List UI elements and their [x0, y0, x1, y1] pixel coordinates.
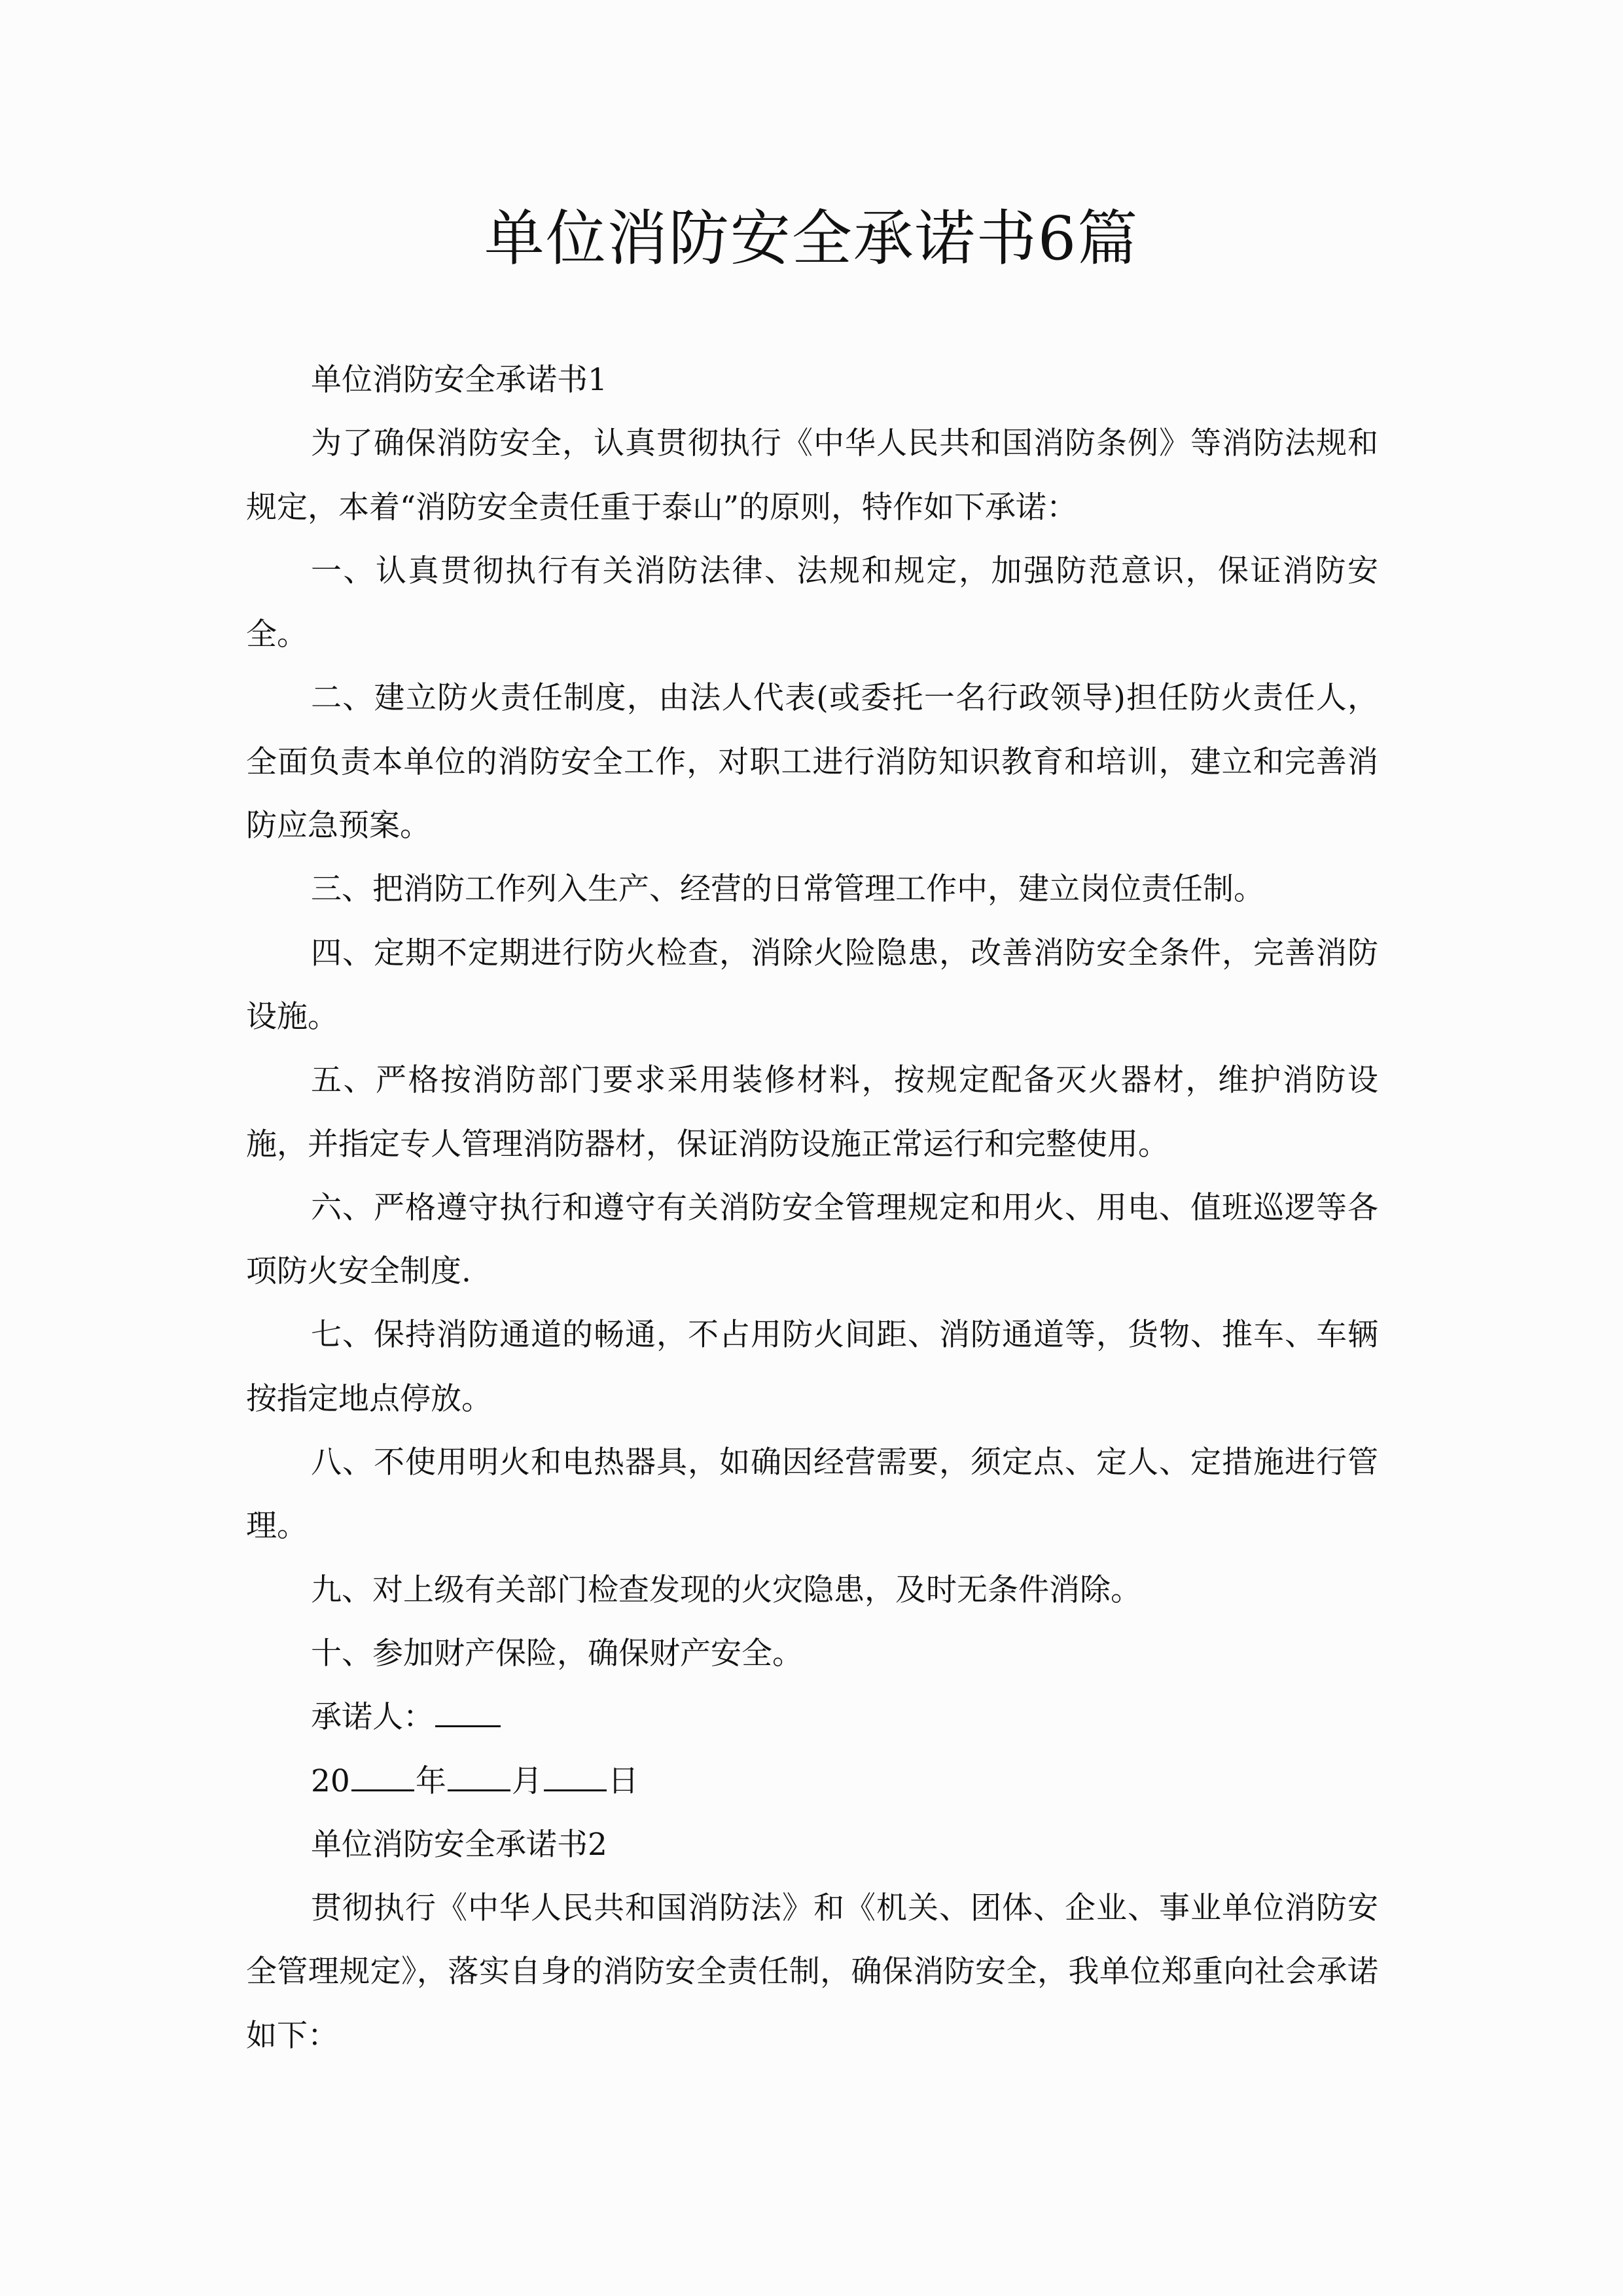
commitment-item-4: 四、定期不定期进行防火检查，消除火险隐患，改善消防安全条件，完善消防设施。 — [246, 935, 1378, 1035]
signature-line — [246, 1685, 1378, 1749]
day-label: 日 — [607, 1763, 639, 1799]
section-2-intro: 贯彻执行《中华人民共和国消防法》和《机关、团体、企业、事业单位消防安全管理规定》，落实自身的消防安全责任制，确保消防安全，我单位郑重向社会承诺如下： — [246, 1890, 1378, 2054]
section-heading-2: 单位消防安全承诺书2 — [311, 1826, 607, 1863]
commitment-item-1: 一、认真贯彻执行有关消防法律、法规和规定，加强防范意识，保证消防安全。 — [246, 552, 1378, 653]
date-line — [246, 1749, 1378, 1813]
commitment-item-9: 九、对上级有关部门检查发现的火灾隐患，及时无条件消除。 — [311, 1571, 1141, 1608]
document-title: 单位消防安全承诺书6篇 — [484, 204, 1139, 274]
year-blank[interactable] — [351, 1789, 414, 1791]
section-heading-1: 单位消防安全承诺书1 — [311, 362, 607, 398]
document-body — [246, 348, 1378, 2068]
commitment-item-8: 八、不使用明火和电热器具，如确因经营需要，须定点、定人、定措施进行管理。 — [246, 1444, 1378, 1545]
commitment-item-10: 十、参加财产保险，确保财产安全。 — [311, 1635, 803, 1672]
commitment-item-6: 六、严格遵守执行和遵守有关消防安全管理规定和用火、用电、值班巡逻等各项防火安全制度. — [246, 1189, 1378, 1290]
section-1-intro: 为了确保消防安全，认真贯彻执行《中华人民共和国消防条例》等消防法规和规定，本着“消防安全责任重于泰山”的原则，特作如下承诺： — [246, 425, 1378, 526]
month-label: 月 — [511, 1763, 543, 1799]
day-blank[interactable] — [544, 1789, 607, 1791]
date-prefix: 20 — [311, 1763, 350, 1799]
signature-blank[interactable] — [435, 1725, 501, 1727]
commitment-item-5: 五、严格按消防部门要求采用装修材料，按规定配备灭火器材，维护消防设施，并指定专人管理消防器材，保证消防设施正常运行和完整使用。 — [246, 1062, 1378, 1162]
signature-label: 承诺人： — [311, 1699, 434, 1736]
commitment-item-3: 三、把消防工作列入生产、经营的日常管理工作中，建立岗位责任制。 — [311, 871, 1264, 908]
month-blank[interactable] — [448, 1789, 510, 1791]
commitment-item-2: 二、建立防火责任制度，由法人代表(或委托一名行政领导)担任防火责任人，全面负责本单位的消防安全工作，对职工进行消防知识教育和培训，建立和完善消防应急预案。 — [246, 680, 1378, 844]
commitment-item-7: 七、保持消防通道的畅通，不占用防火间距、消防通道等，货物、推车、车辆按指定地点停放。 — [246, 1317, 1378, 1417]
year-label: 年 — [415, 1763, 446, 1799]
